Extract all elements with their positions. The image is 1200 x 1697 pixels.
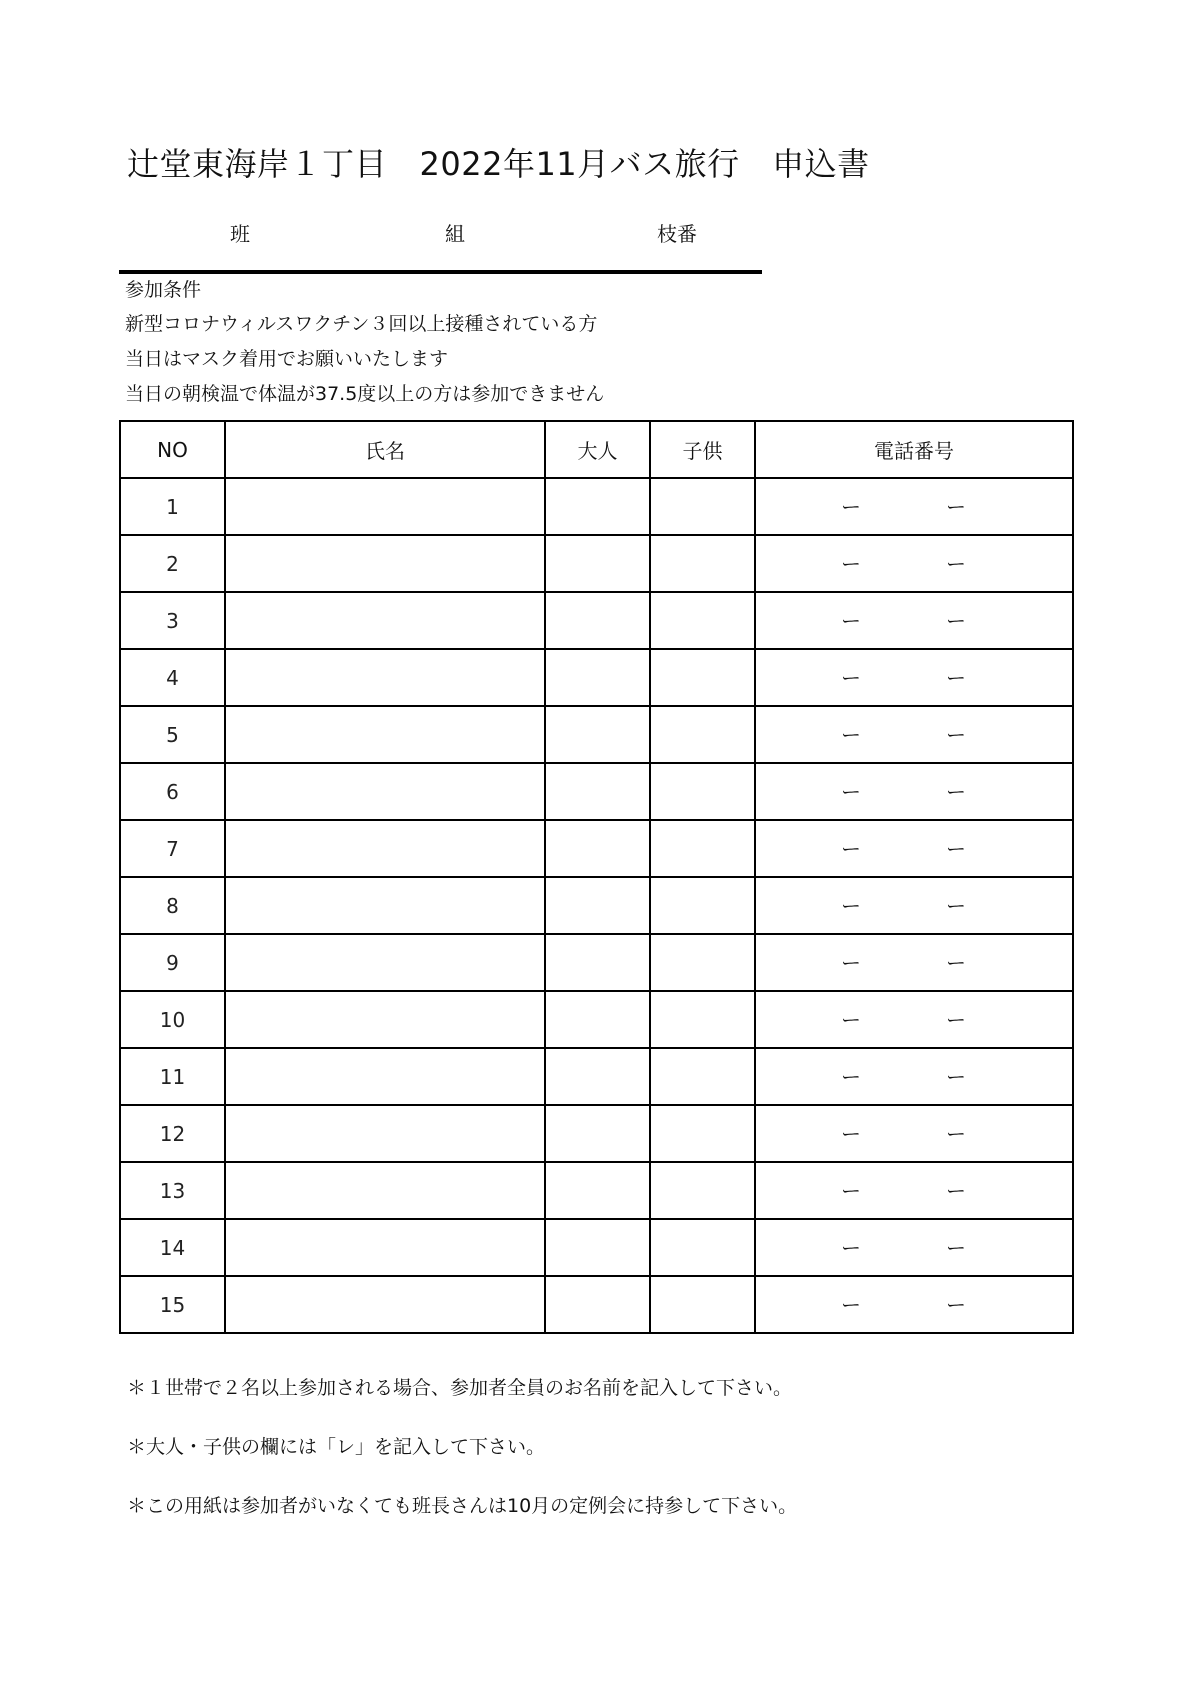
phone-cell[interactable]	[755, 1162, 1073, 1219]
application-table	[119, 420, 1074, 1334]
row-number: 9	[120, 934, 225, 991]
phone-separator: ー	[841, 1121, 861, 1146]
table-row	[120, 706, 1073, 763]
row-number: 10	[120, 991, 225, 1048]
name-cell[interactable]	[225, 592, 545, 649]
row-number: 8	[120, 877, 225, 934]
row-number: 11	[120, 1048, 225, 1105]
name-cell[interactable]	[225, 1162, 545, 1219]
phone-separator: ー	[841, 779, 861, 804]
condition-item: 新型コロナウィルスワクチン３回以上接種されている方	[125, 313, 598, 335]
phone-separator: ー	[841, 1235, 861, 1260]
row-number: 14	[120, 1219, 225, 1276]
phone-cell[interactable]	[755, 649, 1073, 706]
phone-separator: ー	[841, 722, 861, 747]
phone-cell[interactable]	[755, 820, 1073, 877]
phone-cell[interactable]	[755, 934, 1073, 991]
row-number: 6	[120, 763, 225, 820]
han-label: 班	[230, 222, 250, 246]
row-number: 4	[120, 649, 225, 706]
table-row	[120, 763, 1073, 820]
table-row	[120, 478, 1073, 535]
adult-cell[interactable]	[545, 478, 650, 535]
name-cell[interactable]	[225, 478, 545, 535]
note-item: ＊この用紙は参加者がいなくても班長さんは10月の定例会に持参して下さい。	[127, 1495, 798, 1517]
phone-separator: ー	[841, 1007, 861, 1032]
table-row	[120, 1276, 1073, 1333]
phone-separator: ー	[841, 1178, 861, 1203]
row-number: 3	[120, 592, 225, 649]
row-number: 12	[120, 1105, 225, 1162]
name-cell[interactable]	[225, 649, 545, 706]
table-row	[120, 1048, 1073, 1105]
note-item: ＊１世帯で２名以上参加される場合、参加者全員のお名前を記入して下さい。	[127, 1377, 793, 1399]
row-number: 7	[120, 820, 225, 877]
child-cell[interactable]	[650, 592, 755, 649]
header-child: 子供	[650, 421, 755, 478]
phone-separator: ー	[946, 950, 966, 975]
note-item: ＊大人・子供の欄には「レ」を記入して下さい。	[127, 1436, 546, 1458]
table-row	[120, 1219, 1073, 1276]
phone-cell[interactable]	[755, 706, 1073, 763]
adult-cell[interactable]	[545, 820, 650, 877]
adult-cell[interactable]	[545, 1276, 650, 1333]
phone-separator: ー	[841, 494, 861, 519]
phone-cell[interactable]	[755, 1105, 1073, 1162]
phone-separator: ー	[946, 1178, 966, 1203]
phone-separator: ー	[841, 1064, 861, 1089]
phone-separator: ー	[841, 665, 861, 690]
child-cell[interactable]	[650, 1219, 755, 1276]
adult-cell[interactable]	[545, 1105, 650, 1162]
table-row	[120, 1105, 1073, 1162]
adult-cell[interactable]	[545, 1162, 650, 1219]
phone-cell[interactable]	[755, 1276, 1073, 1333]
phone-separator: ー	[841, 1292, 861, 1317]
child-cell[interactable]	[650, 1162, 755, 1219]
child-cell[interactable]	[650, 1276, 755, 1333]
child-cell[interactable]	[650, 478, 755, 535]
phone-cell[interactable]	[755, 478, 1073, 535]
table-row	[120, 535, 1073, 592]
name-cell[interactable]	[225, 1276, 545, 1333]
name-cell[interactable]	[225, 706, 545, 763]
table-row	[120, 820, 1073, 877]
name-cell[interactable]	[225, 991, 545, 1048]
phone-separator: ー	[946, 1235, 966, 1260]
phone-separator: ー	[841, 950, 861, 975]
kumi-label: 組	[445, 222, 465, 246]
phone-separator: ー	[946, 836, 966, 861]
phone-cell[interactable]	[755, 877, 1073, 934]
phone-cell[interactable]	[755, 991, 1073, 1048]
table-row	[120, 877, 1073, 934]
table-row	[120, 991, 1073, 1048]
adult-cell[interactable]	[545, 592, 650, 649]
table-row	[120, 1162, 1073, 1219]
phone-separator: ー	[946, 551, 966, 576]
phone-separator: ー	[946, 893, 966, 918]
name-cell[interactable]	[225, 934, 545, 991]
adult-cell[interactable]	[545, 1219, 650, 1276]
phone-separator: ー	[946, 1121, 966, 1146]
table-row	[120, 592, 1073, 649]
name-cell[interactable]	[225, 1105, 545, 1162]
adult-cell[interactable]	[545, 649, 650, 706]
phone-separator: ー	[946, 494, 966, 519]
phone-separator: ー	[946, 722, 966, 747]
child-cell[interactable]	[650, 820, 755, 877]
child-cell[interactable]	[650, 1048, 755, 1105]
phone-separator: ー	[841, 551, 861, 576]
name-cell[interactable]	[225, 820, 545, 877]
child-cell[interactable]	[650, 763, 755, 820]
name-cell[interactable]	[225, 763, 545, 820]
child-cell[interactable]	[650, 1105, 755, 1162]
phone-cell[interactable]	[755, 535, 1073, 592]
phone-separator: ー	[946, 1292, 966, 1317]
table-header-row	[120, 421, 1073, 478]
edaban-label: 枝番	[657, 222, 697, 246]
row-number: 5	[120, 706, 225, 763]
phone-separator: ー	[841, 893, 861, 918]
table-row	[120, 649, 1073, 706]
header-phone: 電話番号	[755, 421, 1073, 478]
child-cell[interactable]	[650, 649, 755, 706]
phone-cell[interactable]	[755, 1048, 1073, 1105]
row-number: 2	[120, 535, 225, 592]
name-cell[interactable]	[225, 1219, 545, 1276]
phone-cell[interactable]	[755, 592, 1073, 649]
child-cell[interactable]	[650, 991, 755, 1048]
condition-item: 当日の朝検温で体温が37.5度以上の方は参加できません	[125, 383, 605, 405]
header-no: NO	[120, 421, 225, 478]
name-cell[interactable]	[225, 535, 545, 592]
adult-cell[interactable]	[545, 763, 650, 820]
row-number: 15	[120, 1276, 225, 1333]
phone-separator: ー	[946, 608, 966, 633]
phone-separator: ー	[946, 1007, 966, 1032]
phone-separator: ー	[946, 665, 966, 690]
conditions-heading: 参加条件	[125, 279, 202, 301]
adult-cell[interactable]	[545, 991, 650, 1048]
row-number: 13	[120, 1162, 225, 1219]
phone-separator: ー	[946, 1064, 966, 1089]
condition-item: 当日はマスク着用でお願いいたします	[125, 348, 449, 370]
child-cell[interactable]	[650, 934, 755, 991]
adult-cell[interactable]	[545, 1048, 650, 1105]
header-adult: 大人	[545, 421, 650, 478]
phone-separator: ー	[946, 779, 966, 804]
header-name: 氏名	[225, 421, 545, 478]
phone-separator: ー	[841, 608, 861, 633]
phone-cell[interactable]	[755, 763, 1073, 820]
group-underline	[119, 270, 762, 274]
table-body	[120, 478, 1073, 1333]
child-cell[interactable]	[650, 535, 755, 592]
child-cell[interactable]	[650, 877, 755, 934]
phone-cell[interactable]	[755, 1219, 1073, 1276]
child-cell[interactable]	[650, 706, 755, 763]
adult-cell[interactable]	[545, 877, 650, 934]
adult-cell[interactable]	[545, 934, 650, 991]
form-title: 辻堂東海岸１丁目 2022年11月バス旅行 申込書	[127, 145, 870, 183]
name-cell[interactable]	[225, 877, 545, 934]
phone-separator: ー	[841, 836, 861, 861]
adult-cell[interactable]	[545, 706, 650, 763]
row-number: 1	[120, 478, 225, 535]
name-cell[interactable]	[225, 1048, 545, 1105]
adult-cell[interactable]	[545, 535, 650, 592]
table-row	[120, 934, 1073, 991]
